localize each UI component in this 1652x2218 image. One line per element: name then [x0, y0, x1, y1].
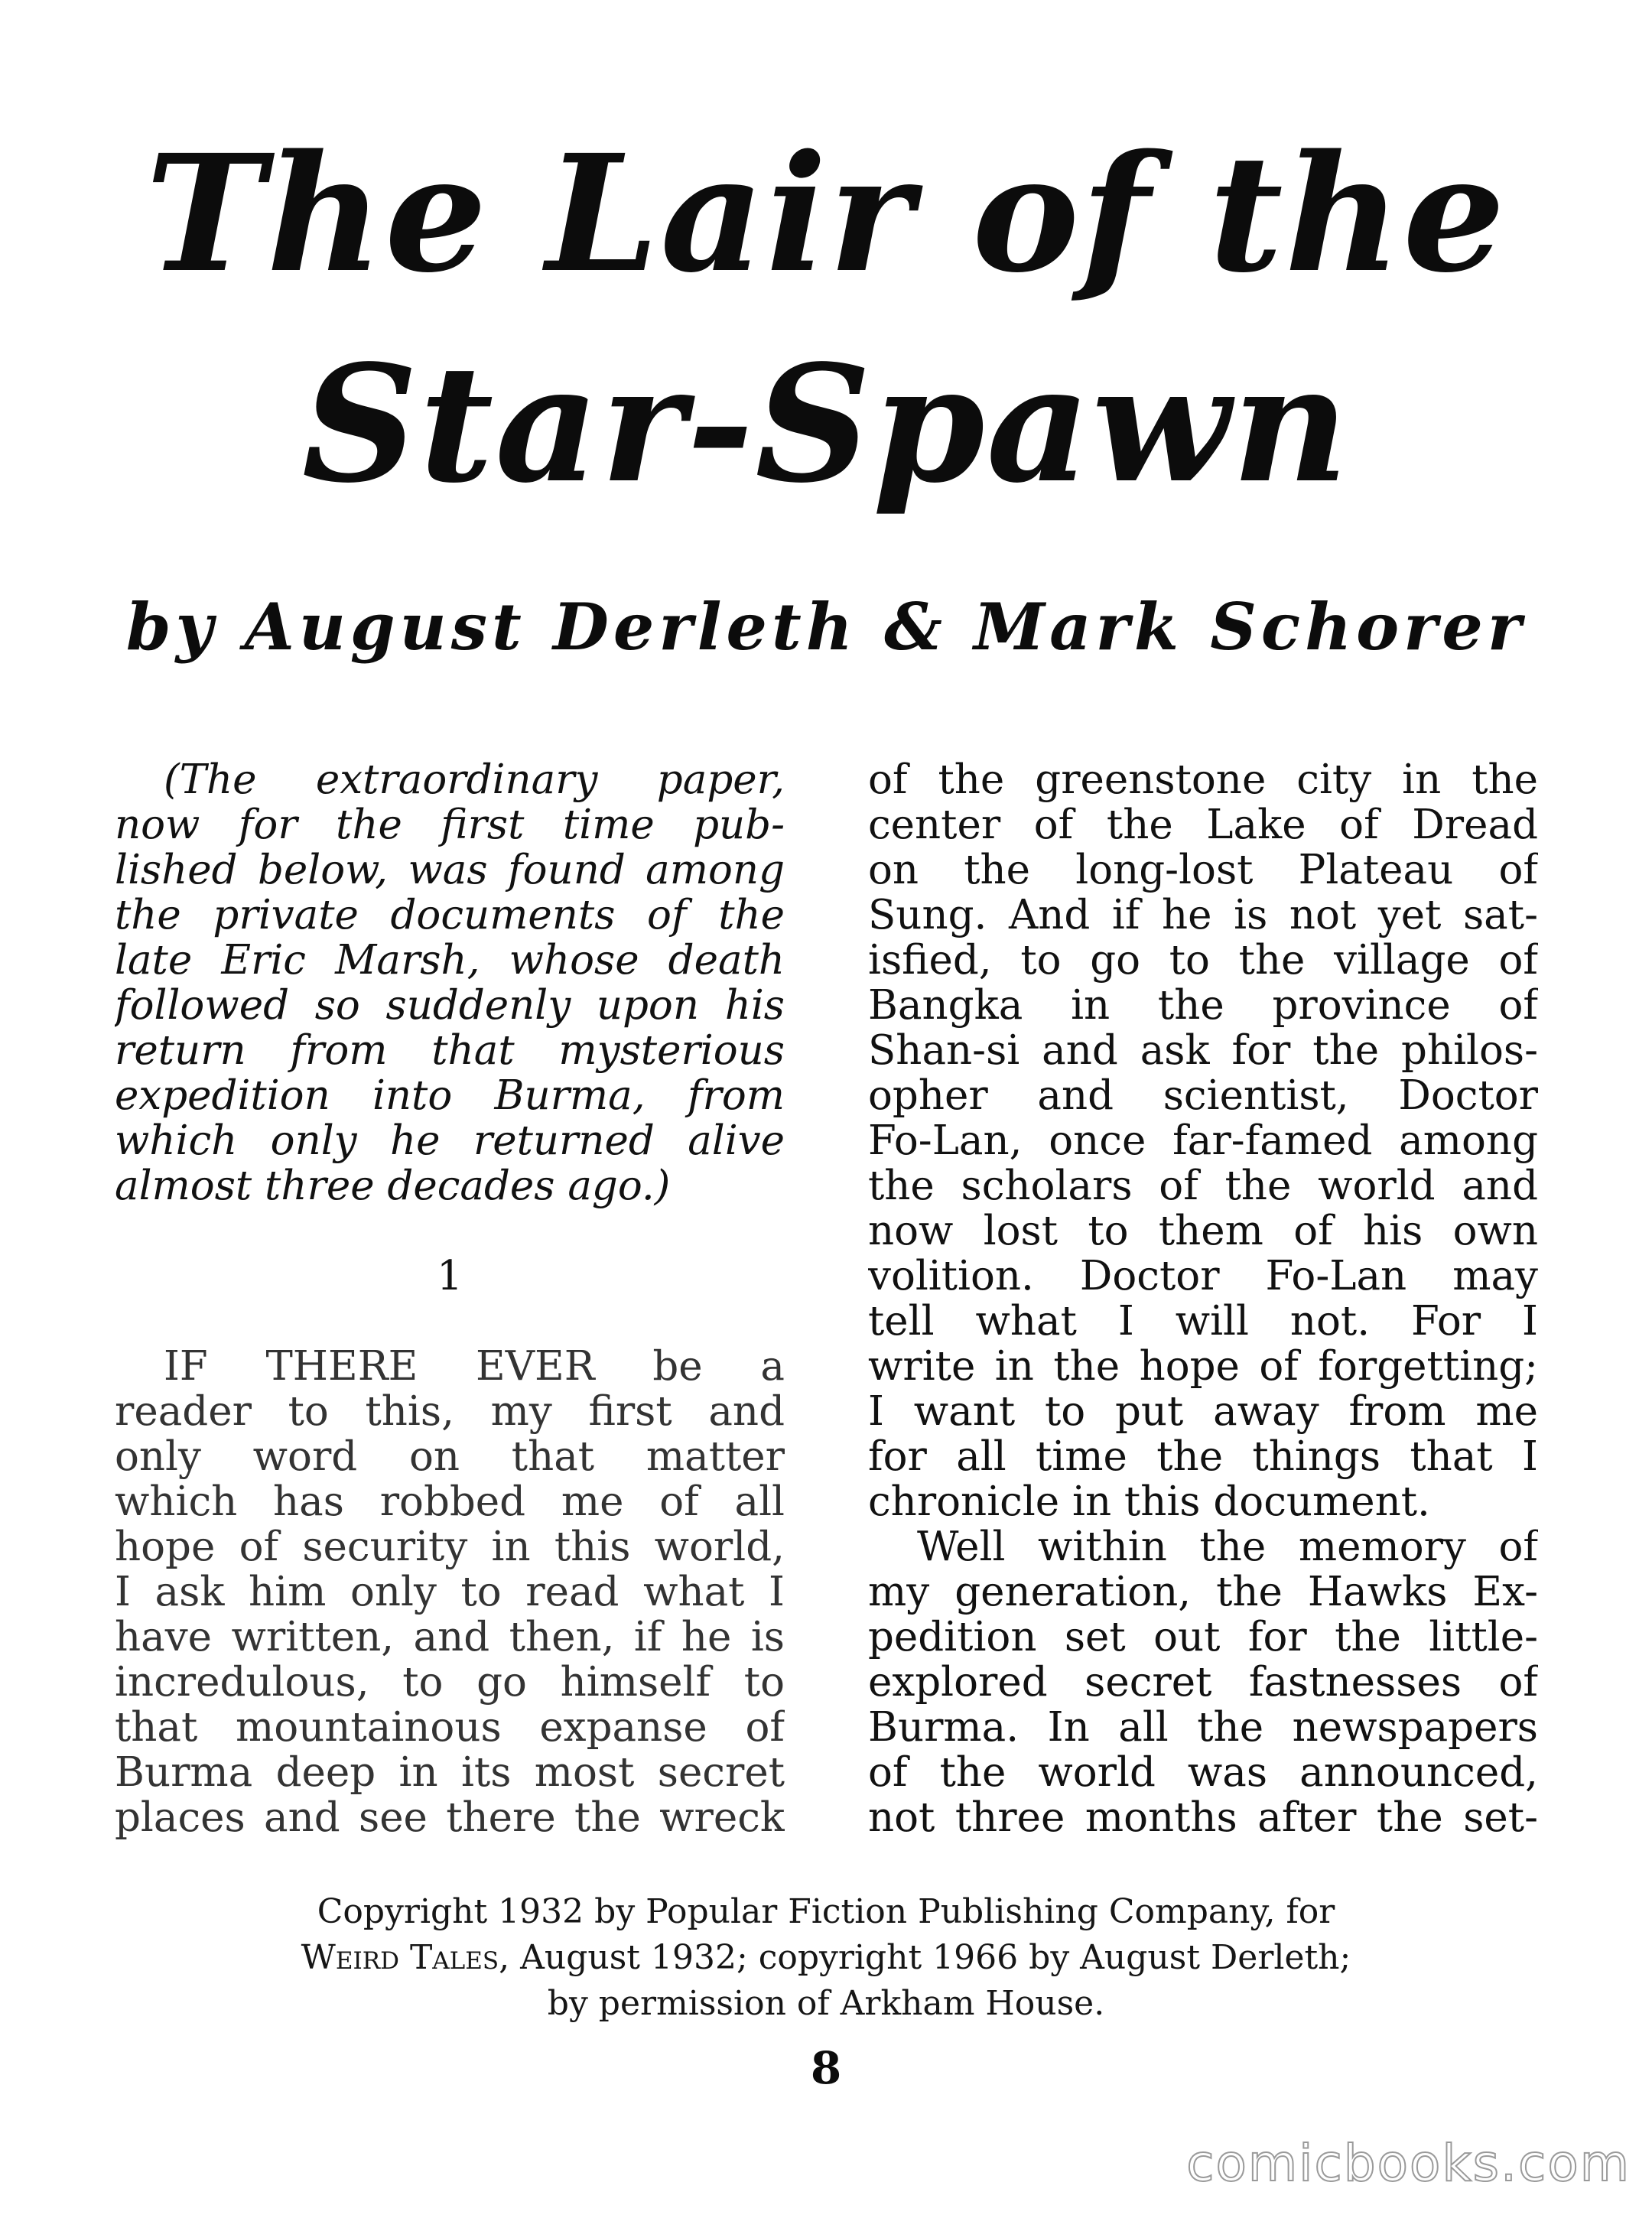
- left-column: [115, 757, 785, 1840]
- magazine-name: Weird Tales: [301, 1938, 499, 1977]
- body-line: places and see there the wreck: [115, 1795, 785, 1840]
- watermark: comicbooks.com: [1186, 2134, 1631, 2193]
- body-line: Shan-si and ask for the philos-: [868, 1028, 1538, 1073]
- body-line: that mountainous expanse of: [115, 1705, 785, 1750]
- body-line: opher and scientist, Doctor: [868, 1073, 1538, 1118]
- body-line: Burma deep in its most secret: [115, 1750, 785, 1795]
- copyright-notice: [0, 1889, 1652, 2027]
- section-number: 1: [437, 1254, 463, 1299]
- intro-line: (The extraordinary paper,: [164, 757, 785, 802]
- body-line: for all time the things that I: [868, 1434, 1538, 1479]
- body-line: not three months after the set-: [868, 1795, 1538, 1840]
- body-line: only word on that matter: [115, 1434, 785, 1479]
- body-line: Burma. In all the newspapers: [868, 1705, 1538, 1750]
- body-line: Sung. And if he is not yet sat-: [868, 893, 1538, 938]
- body-line: of the greenstone city in the: [868, 757, 1538, 802]
- body-line: center of the Lake of Dread: [868, 802, 1538, 847]
- copyright-line-3: by permission of Arkham House.: [547, 1984, 1105, 2023]
- intro-line: expedition into Burma, from: [115, 1073, 785, 1118]
- byline: by August Derleth & Mark Schorer: [125, 589, 1527, 665]
- intro-line: which only he returned alive: [115, 1118, 785, 1163]
- body-line: Fo-Lan, once far-famed among: [868, 1118, 1538, 1163]
- body-line: reader to this, my first and: [115, 1389, 785, 1434]
- intro-line: lished below, was found among: [115, 847, 785, 893]
- body-line: write in the hope of forgetting;: [868, 1344, 1538, 1389]
- intro-line: followed so suddenly upon his: [115, 983, 785, 1028]
- story-title-line-2: Star-Spawn: [301, 330, 1351, 519]
- copyright-line-2-rest: , August 1932; copyright 1966 by August Derleth;: [499, 1938, 1351, 1977]
- body-line: IF THERE EVER be a: [164, 1344, 785, 1389]
- body-line: tell what I will not. For I: [868, 1299, 1538, 1344]
- intro-line: now for the first time pub-: [115, 802, 785, 847]
- story-title-line-1: The Lair of the: [145, 119, 1507, 308]
- body-line: on the long-lost Plateau of: [868, 847, 1538, 893]
- body-line: Well within the memory of: [917, 1524, 1538, 1569]
- copyright-line-1: Copyright 1932 by Popular Fiction Publishing Company, for: [317, 1892, 1335, 1931]
- intro-line: return from that mysterious: [115, 1028, 785, 1073]
- body-line: now lost to them of his own: [868, 1208, 1538, 1254]
- body-line: I want to put away from me: [868, 1389, 1538, 1434]
- body-line: isfied, to go to the village of: [868, 938, 1538, 983]
- intro-line: the private documents of the: [115, 893, 785, 938]
- body-line: chronicle in this document.: [868, 1479, 1430, 1524]
- body-line: my generation, the Hawks Ex-: [868, 1569, 1538, 1615]
- body-line: hope of security in this world,: [115, 1524, 785, 1569]
- body-line: Bangka in the province of: [868, 983, 1538, 1028]
- page-number: 8: [810, 2042, 842, 2094]
- body-line: incredulous, to go himself to: [115, 1660, 785, 1705]
- copyright-line-2: [0, 1935, 1652, 1981]
- right-column: [868, 757, 1538, 1840]
- body-line: the scholars of the world and: [868, 1163, 1538, 1208]
- story-opening: [115, 1344, 785, 1840]
- body-line: of the world was announced,: [868, 1750, 1538, 1795]
- intro-line: almost three decades ago.): [115, 1163, 671, 1208]
- body-line: I ask him only to read what I: [115, 1569, 785, 1615]
- editorial-intro: [115, 757, 785, 1208]
- body-line: which has robbed me of all: [115, 1479, 785, 1524]
- body-line: have written, and then, if he is: [115, 1615, 785, 1660]
- body-line: explored secret fastnesses of: [868, 1660, 1538, 1705]
- body-line: pedition set out for the little-: [868, 1615, 1538, 1660]
- body-line: volition. Doctor Fo-Lan may: [868, 1254, 1538, 1299]
- intro-line: late Eric Marsh, whose death: [115, 938, 785, 983]
